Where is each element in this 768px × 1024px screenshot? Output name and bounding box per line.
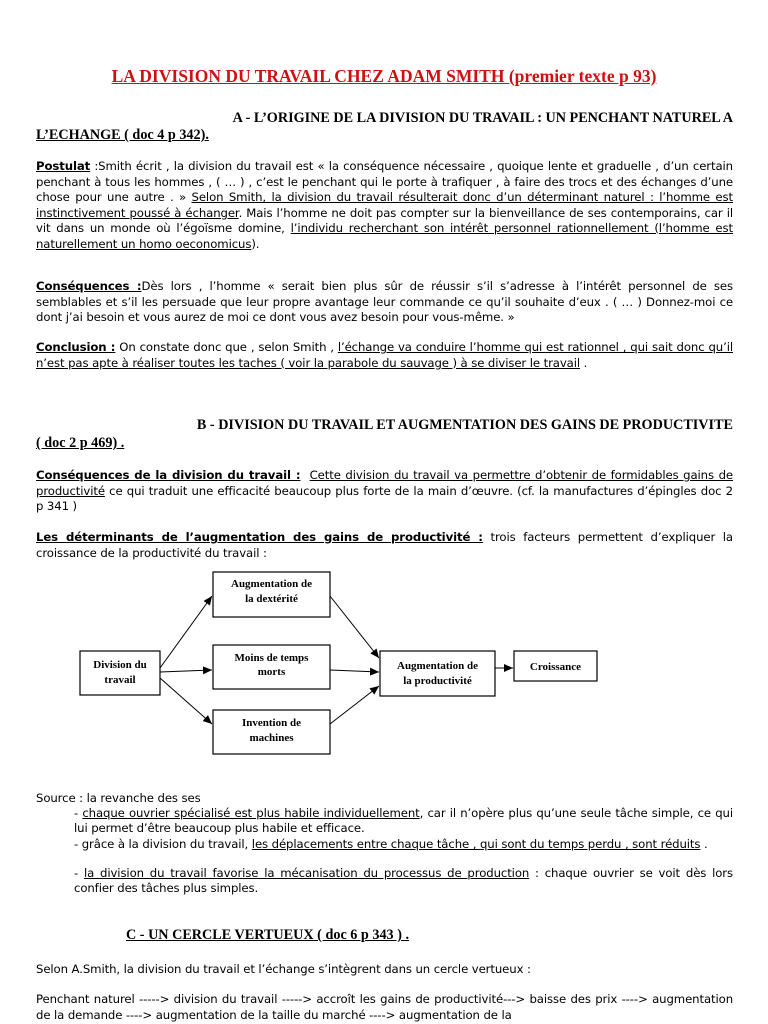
section-a-heading-line2-text: L’ECHANGE ( doc 4 p 342).	[36, 127, 209, 143]
conclusion-end: .	[580, 355, 588, 370]
box-temps-line1: Moins de temps	[234, 652, 309, 664]
productivity-diagram	[0, 560, 768, 760]
bullet-2	[74, 837, 733, 852]
postulat-underlined-2: l’individu recherchant son intérêt personnel rationnellement (l’homme est naturellement un homo oeconomicus	[36, 221, 733, 251]
section-c-heading	[126, 927, 726, 944]
box-dexterite-line2: la dextérité	[245, 593, 298, 605]
postulat-underlined-1: Selon Smith, la division du travail résulterait donc d’un déterminant naturel : l’homme est instinctivement poussé à échanger	[36, 190, 733, 220]
section-b-heading-line2	[36, 435, 733, 452]
consequences-division-spacer	[300, 468, 309, 482]
consequences-paragraph	[36, 279, 733, 326]
box-division-line1: Division du	[93, 659, 147, 671]
section-a-heading-line2	[36, 127, 733, 144]
postulat-text: :Smith écrit , la division du travail est « la conséquence nécessaire , quoique lente et graduelle , d’un certain penchant à tous les hommes , ( … ) , c’est le penchant qui le porte à trafiquer , à faire des trocs et des échanges d’une chose pour une autre . »	[36, 159, 733, 204]
box-machines-line1: Invention de	[242, 717, 301, 729]
consequences-division-underlined: Cette division du travail va permettre d’obtenir de formidables gains de productivité	[36, 468, 733, 498]
bullet-3-dash: -	[74, 866, 84, 880]
bullet-3-underlined: la division du travail favorise la mécanisation du processus de production	[83, 866, 530, 880]
box-productivite-line1: Augmentation de	[397, 660, 478, 672]
bullet-1-dash: -	[74, 806, 83, 820]
arrow-machines-to-productivite	[330, 686, 379, 724]
conclusion-paragraph	[36, 340, 733, 371]
conclusion-underlined: l’échange va conduire l’homme qui est rationnel , qui sait donc qu’il n’est pas apte à réaliser toutes les taches ( voir la parabole du sauvage ) à se diviser le travail	[36, 340, 733, 370]
section-b-heading-line1: B - DIVISION DU TRAVAIL ET AUGMENTATION DES GAINS DE PRODUCTIVITE	[196, 417, 733, 433]
section-a-heading-line1: A - L’ORIGINE DE LA DIVISION DU TRAVAIL : UN PENCHANT NATUREL A	[232, 110, 733, 126]
box-augmentation-productivite	[380, 651, 495, 696]
postulat-text-3: ).	[251, 236, 260, 251]
consequences-division-label: Conséquences de la division du travail :	[36, 468, 301, 482]
arrow-division-to-dexterite	[160, 596, 212, 668]
bullet-2-text: - grâce à la division du travail,	[74, 837, 252, 851]
section-c-intro: Selon A.Smith, la division du travail et l’échange s’intègrent dans un cercle vertueux :	[36, 962, 531, 976]
arrow-temps-to-productivite	[330, 670, 379, 672]
postulat-paragraph	[36, 159, 733, 252]
bullet-1-text: , car il n’opère plus qu’une seule tâche simple, ce qui lui permet d’être beaucoup plus habile et efficace.	[74, 806, 733, 836]
consequences-division-paragraph	[36, 468, 733, 515]
determinants-label: Les déterminants de l’augmentation des gains de productivité :	[36, 530, 483, 544]
section-c-heading-text: C - UN CERCLE VERTUEUX ( doc 6 p 343 ) .	[126, 927, 410, 943]
box-temps-line2: morts	[257, 666, 286, 678]
box-croissance	[514, 651, 597, 681]
box-division-line2: travail	[104, 674, 136, 686]
conclusion-text: On constate donc que , selon Smith ,	[115, 340, 338, 354]
box-augmentation-dexterite	[213, 572, 330, 617]
arrow-division-to-temps	[160, 670, 212, 672]
consequences-division-text: ce qui traduit une efficacité beaucoup plus forte de la main d’œuvre. (cf. la manufactures d’épingles doc 2 p 341 )	[36, 483, 733, 513]
bullet-2-end: .	[700, 837, 708, 851]
box-moins-de-temps-morts	[213, 645, 330, 689]
box-machines-line2: machines	[249, 732, 294, 744]
determinants-paragraph	[36, 530, 733, 561]
box-croissance-text: Croissance	[529, 661, 582, 673]
section-b-heading-line2-text: ( doc 2 p 469) .	[36, 435, 125, 451]
bullet-1	[74, 806, 733, 837]
bullet-1-underlined: chaque ouvrier spécialisé est plus habile individuellement	[82, 806, 420, 820]
postulat-label: Postulat	[36, 159, 91, 173]
postulat-text-2: . Mais l’homme ne doit pas compter sur la bienveillance de ses contemporains, car il vit dans un monde où l’égoïsme domine,	[36, 205, 734, 235]
box-division-du-travail	[80, 651, 160, 695]
consequences-label: Conséquences :	[36, 279, 142, 293]
determinants-text: trois facteurs permettent d’expliquer la croissance de la productivité du travail :	[36, 530, 733, 560]
conclusion-label: Conclusion :	[36, 340, 116, 354]
arrow-dexterite-to-productivite	[330, 596, 379, 658]
source-line: Source : la revanche des ses	[36, 791, 201, 805]
bullet-3	[74, 866, 733, 897]
arrow-division-to-machines	[160, 678, 212, 724]
consequences-text: Dès lors , l’homme « serait bien plus sûr de réussir s’il s’adresse à l’intérêt personnel de ses semblables et s’il les persuade que leur propre avantage leur commande ce qu’il souhaite d’eux . ( … ) Donnez-moi ce dont j’ai besoin et vous aurez de moi ce dont vous avez besoin pour vous-même. »	[36, 279, 733, 324]
bullet-2-underlined: les déplacements entre chaque tâche , qui sont du temps perdu , sont réduits	[251, 837, 701, 851]
box-productivite-line2: la productivité	[403, 675, 472, 687]
box-invention-machines	[213, 710, 330, 754]
section-c-chain: Penchant naturel -----> division du travail -----> accroît les gains de productivité---> baisse des prix ----> augmentation de la demande ----> augmentation de la taille du marché ----> augmentation de la	[36, 992, 733, 1022]
page-title: LA DIVISION DU TRAVAIL CHEZ ADAM SMITH (premier texte p 93)	[111, 66, 657, 86]
box-dexterite-line1: Augmentation de	[231, 578, 312, 590]
bullet-3-text: : chaque ouvrier se voit dès lors confier des tâches plus simples.	[74, 866, 734, 896]
